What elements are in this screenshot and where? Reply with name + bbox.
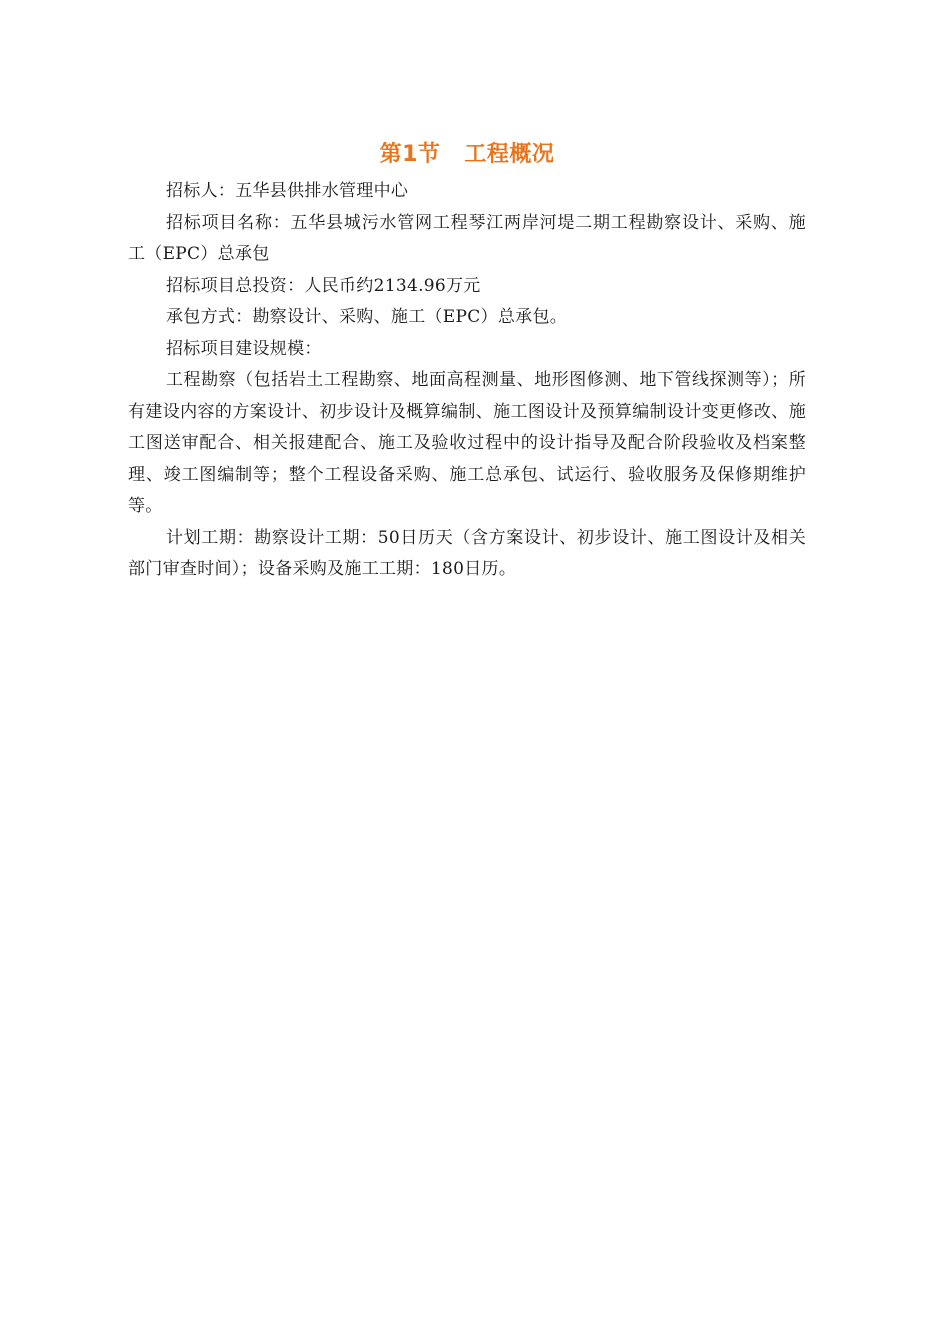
paragraph-tenderer: 招标人：五华县供排水管理中心 — [166, 181, 409, 201]
section-heading — [128, 138, 806, 172]
paragraph-contract-method: 承包方式：勘察设计、采购、施工（EPC）总承包。 — [166, 307, 568, 327]
document-body — [128, 138, 806, 586]
paragraph-scale-heading: 招标项目建设规模： — [166, 338, 322, 359]
section-number: 第1节 — [379, 142, 441, 167]
paragraph-total-investment: 招标项目总投资：人民币约2134.96万元 — [166, 275, 481, 296]
section-title: 工程概况 — [464, 142, 555, 167]
paragraph-scope: 工程勘察（包括岩土工程勘察、地面高程测量、地形图修测、地下管线探测等）；所有建设内容的方案设计、初步设计及概算编制、施工图设计及预算编制设计变更修改、施工图送审配合、相关报建配合、施工及验收过程中的设计指导及配合阶段验收及档案整理、竣工图编制等；整个工程设备采购、施工总承包、试运行、验收服务及保修期维护等。 — [128, 370, 806, 516]
paragraph-project-name: 招标项目名称：五华县城污水管网工程琴江两岸河堤二期工程勘察设计、采购、施工（EPC）总承包 — [128, 212, 806, 264]
paragraph-schedule: 计划工期：勘察设计工期：50日历天（含方案设计、初步设计、施工图设计及相关部门审查时间）；设备采购及施工工期：180日历。 — [128, 527, 806, 579]
